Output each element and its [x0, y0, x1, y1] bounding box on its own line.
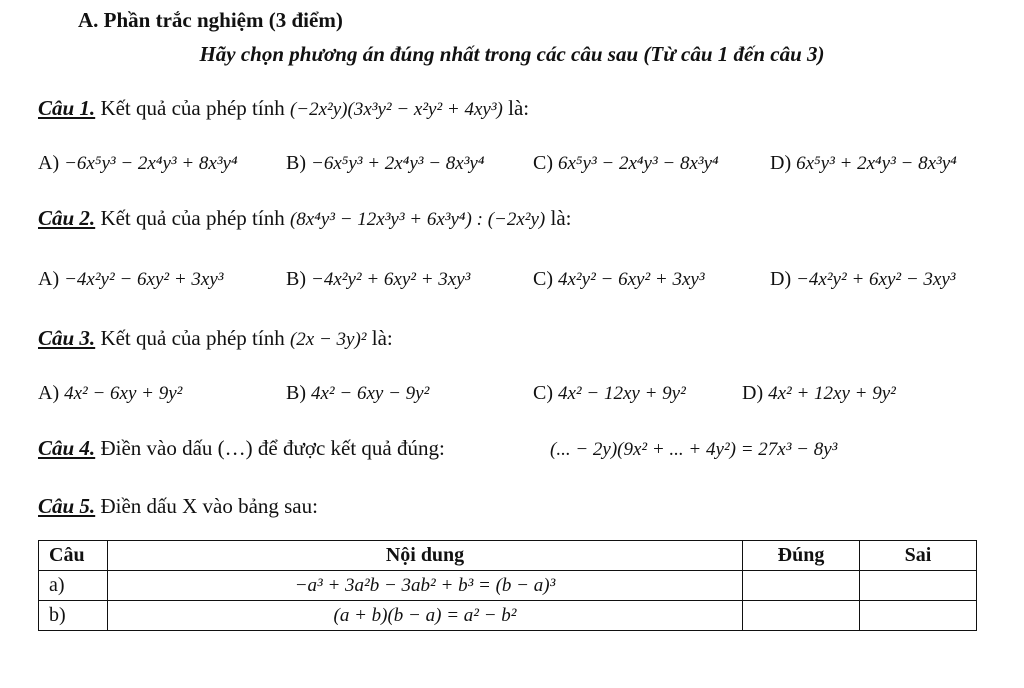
row-a-content: −a³ + 3a²b − 3ab² + b³ = (b − a)³: [108, 571, 743, 601]
table-row: [39, 571, 977, 601]
header-noi-dung: Nội dung: [108, 541, 743, 571]
question-1-expression: (−2x²y)(3x³y² − x²y² + 4xy³): [289, 99, 503, 120]
row-b-content: (a + b)(b − a) = a² − b²: [108, 601, 743, 631]
question-3-option-c[interactable]: C) 4x² − 12xy + 9y²: [533, 382, 686, 404]
question-5: [38, 494, 318, 519]
question-3-text: Kết quả của phép tính: [100, 326, 285, 350]
question-1-label: Câu 1.: [38, 96, 96, 120]
table-header-row: [39, 541, 977, 571]
row-b-dung-cell[interactable]: [743, 601, 860, 631]
question-1-text: Kết quả của phép tính: [100, 96, 285, 120]
question-2-option-d[interactable]: D) −4x²y² + 6xy² − 3xy³: [770, 268, 956, 290]
row-a-label: a): [39, 571, 108, 601]
section-instruction: Hãy chọn phương án đúng nhất trong các câu sau (Từ câu 1 đến câu 3): [199, 42, 825, 66]
question-4: [38, 436, 445, 461]
row-a-dung-cell[interactable]: [743, 571, 860, 601]
question-2: Câu 2. Kết quả của phép tính (8x⁴y³ − 12x³y³ + 6x³y⁴) : (−2x²y) là:: [38, 206, 572, 230]
table-row: [39, 601, 977, 631]
question-2-option-c[interactable]: C) 4x²y² − 6xy² + 3xy³: [533, 268, 705, 290]
header-cau: Câu: [39, 541, 108, 571]
question-2-label: Câu 2.: [38, 206, 96, 230]
question-1-option-c[interactable]: C) 6x⁵y³ − 2x⁴y³ − 8x³y⁴: [533, 152, 719, 174]
question-1-option-b[interactable]: B) −6x⁵y³ + 2x⁴y³ − 8x³y⁴: [286, 152, 485, 174]
question-1-option-d[interactable]: D) 6x⁵y³ + 2x⁴y³ − 8x³y⁴: [770, 152, 957, 174]
question-2-option-a[interactable]: A) −4x²y² − 6xy² + 3xy³: [38, 268, 224, 290]
question-3-label: Câu 3.: [38, 326, 96, 350]
question-1-option-a[interactable]: A) −6x⁵y³ − 2x⁴y³ + 8x³y⁴: [38, 152, 238, 174]
row-a-sai-cell[interactable]: [860, 571, 977, 601]
question-1: Câu 1. Kết quả của phép tính (−2x²y)(3x³y² − x²y² + 4xy³) là:: [38, 96, 530, 120]
question-5-text: Điền dấu X vào bảng sau:: [100, 494, 318, 518]
question-3: Câu 3. Kết quả của phép tính (2x − 3y)² là:: [38, 326, 393, 350]
question-3-option-d[interactable]: D) 4x² + 12xy + 9y²: [742, 382, 896, 404]
question-3-expression: (2x − 3y)²: [289, 329, 367, 350]
question-2-expression: (8x⁴y³ − 12x³y³ + 6x³y⁴) : (−2x²y): [289, 209, 546, 230]
question-4-expression: (... − 2y)(9x² + ... + 4y²) = 27x³ − 8y³: [550, 439, 838, 460]
question-4-label: Câu 4.: [38, 436, 96, 460]
answer-table: [38, 540, 977, 631]
row-b-sai-cell[interactable]: [860, 601, 977, 631]
header-dung: Đúng: [743, 541, 860, 571]
section-heading: A. Phần trắc nghiệm (3 điểm): [78, 8, 343, 32]
question-2-text: Kết quả của phép tính: [100, 206, 285, 230]
header-sai: Sai: [860, 541, 977, 571]
question-3-option-b[interactable]: B) 4x² − 6xy − 9y²: [286, 382, 430, 404]
question-3-option-a[interactable]: A) 4x² − 6xy + 9y²: [38, 382, 183, 404]
question-2-option-b[interactable]: B) −4x²y² + 6xy² + 3xy³: [286, 268, 471, 290]
question-4-text: Điền vào dấu (…) để được kết quả đúng:: [100, 436, 445, 460]
row-b-label: b): [39, 601, 108, 631]
question-5-label: Câu 5.: [38, 494, 96, 518]
